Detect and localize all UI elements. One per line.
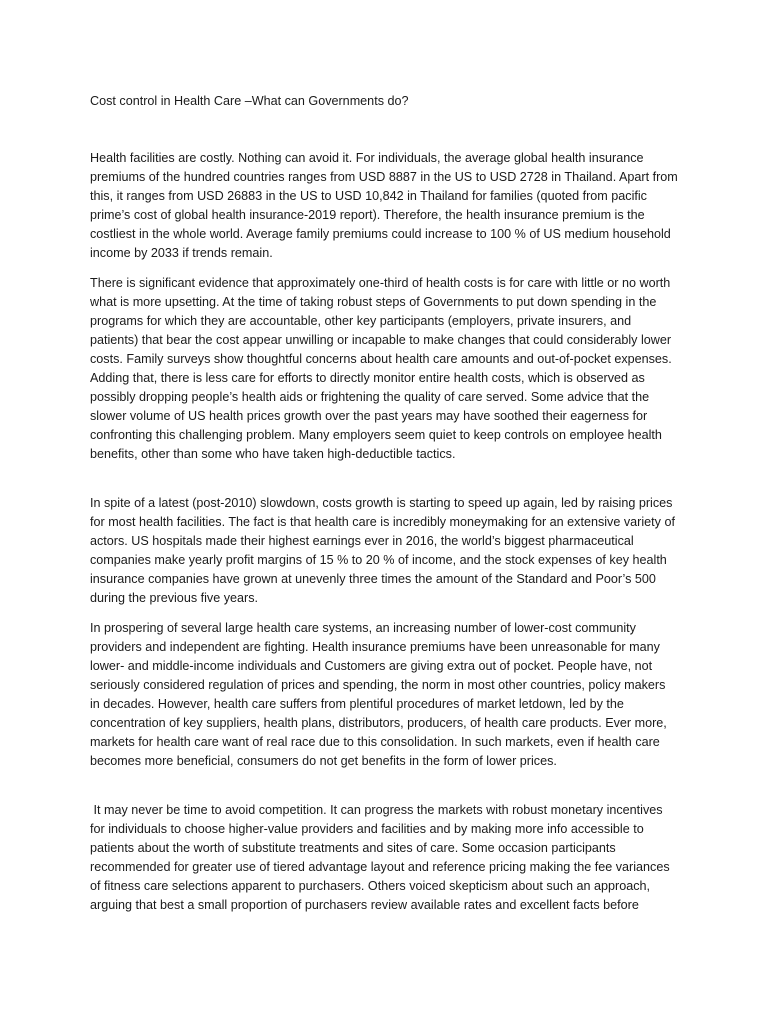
document-title: Cost control in Health Care –What can Governments do? [90, 94, 409, 108]
document-page [90, 92, 678, 926]
paragraph-3: In spite of a latest (post-2010) slowdown, costs growth is starting to speed up again, led by raising prices for most health facilities. The fact is that health care is incredibly moneymaking for an extensive variety of actors. US hospitals made their highest earnings ever in 2016, the world’s biggest pharmaceutical companies make yearly profit margins of 15 % to 20 % of income, and the stock expenses of key health insurance companies have grown at unevenly three times the amount of the Standard and Poor’s 500 during the previous five years. [90, 496, 675, 605]
paragraph-4: In prospering of several large health care systems, an increasing number of lower-cost community providers and independent are fighting. Health insurance premiums have been unreasonable for many lower- and middle-income individuals and Customers are giving extra out of pocket. People have, not seriously considered regulation of prices and spending, the norm in most other countries, policy makers in decades. However, health care suffers from plentiful procedures of market letdown, led by the concentration of key suppliers, health plans, distributors, producers, of health care products. Ever more, markets for health care want of real race due to this consolidation. In such markets, even if health care becomes more beneficial, consumers do not get benefits in the form of lower prices. [90, 621, 667, 768]
paragraph-5: It may never be time to avoid competition. It can progress the markets with robust monetary incentives for individuals to choose higher-value providers and facilities and by making more info accessible to patients about the worth of substitute treatments and sites of care. Some occasion participants recommended for greater use of tiered advantage layout and reference pricing making the fee variances of fitness care selections apparent to purchasers. Others voiced skepticism about such an approach, arguing that best a small proportion of purchasers review available rates and excellent facts before [90, 803, 674, 912]
paragraph-1: Health facilities are costly. Nothing can avoid it. For individuals, the average global health insurance premiums of the hundred countries ranges from USD 8887 in the US to USD 2728 in Thailand. Apart from this, it ranges from USD 26883 in the US to USD 10,842 in Thailand for families (quoted from pacific prime’s cost of global health insurance-2019 report). Therefore, the health insurance premium is the costliest in the whole world. Average family premiums could increase to 100 % of US medium household income by 2033 if trends remain. [90, 151, 678, 260]
paragraph-2: There is significant evidence that approximately one-third of health costs is for care with little or no worth what is more upsetting. At the time of taking robust steps of Governments to put down spending in the programs for which they are accountable, other key participants (employers, private insurers, and patients) that bear the cost appear unwilling or incapable to make changes that could considerably lower costs. Family surveys show thoughtful concerns about health care amounts and out-of-pocket expenses. Adding that, there is less care for efforts to directly monitor entire health costs, which is observed as possibly dropping people’s health aids or frightening the quality of care served. Some advice that the slower volume of US health prices growth over the past years may have soothed their eagerness for confronting this challenging problem. Many employers seem quiet to keep controls on employee health benefits, other than some who have taken high-deductible tactics. [90, 276, 672, 461]
